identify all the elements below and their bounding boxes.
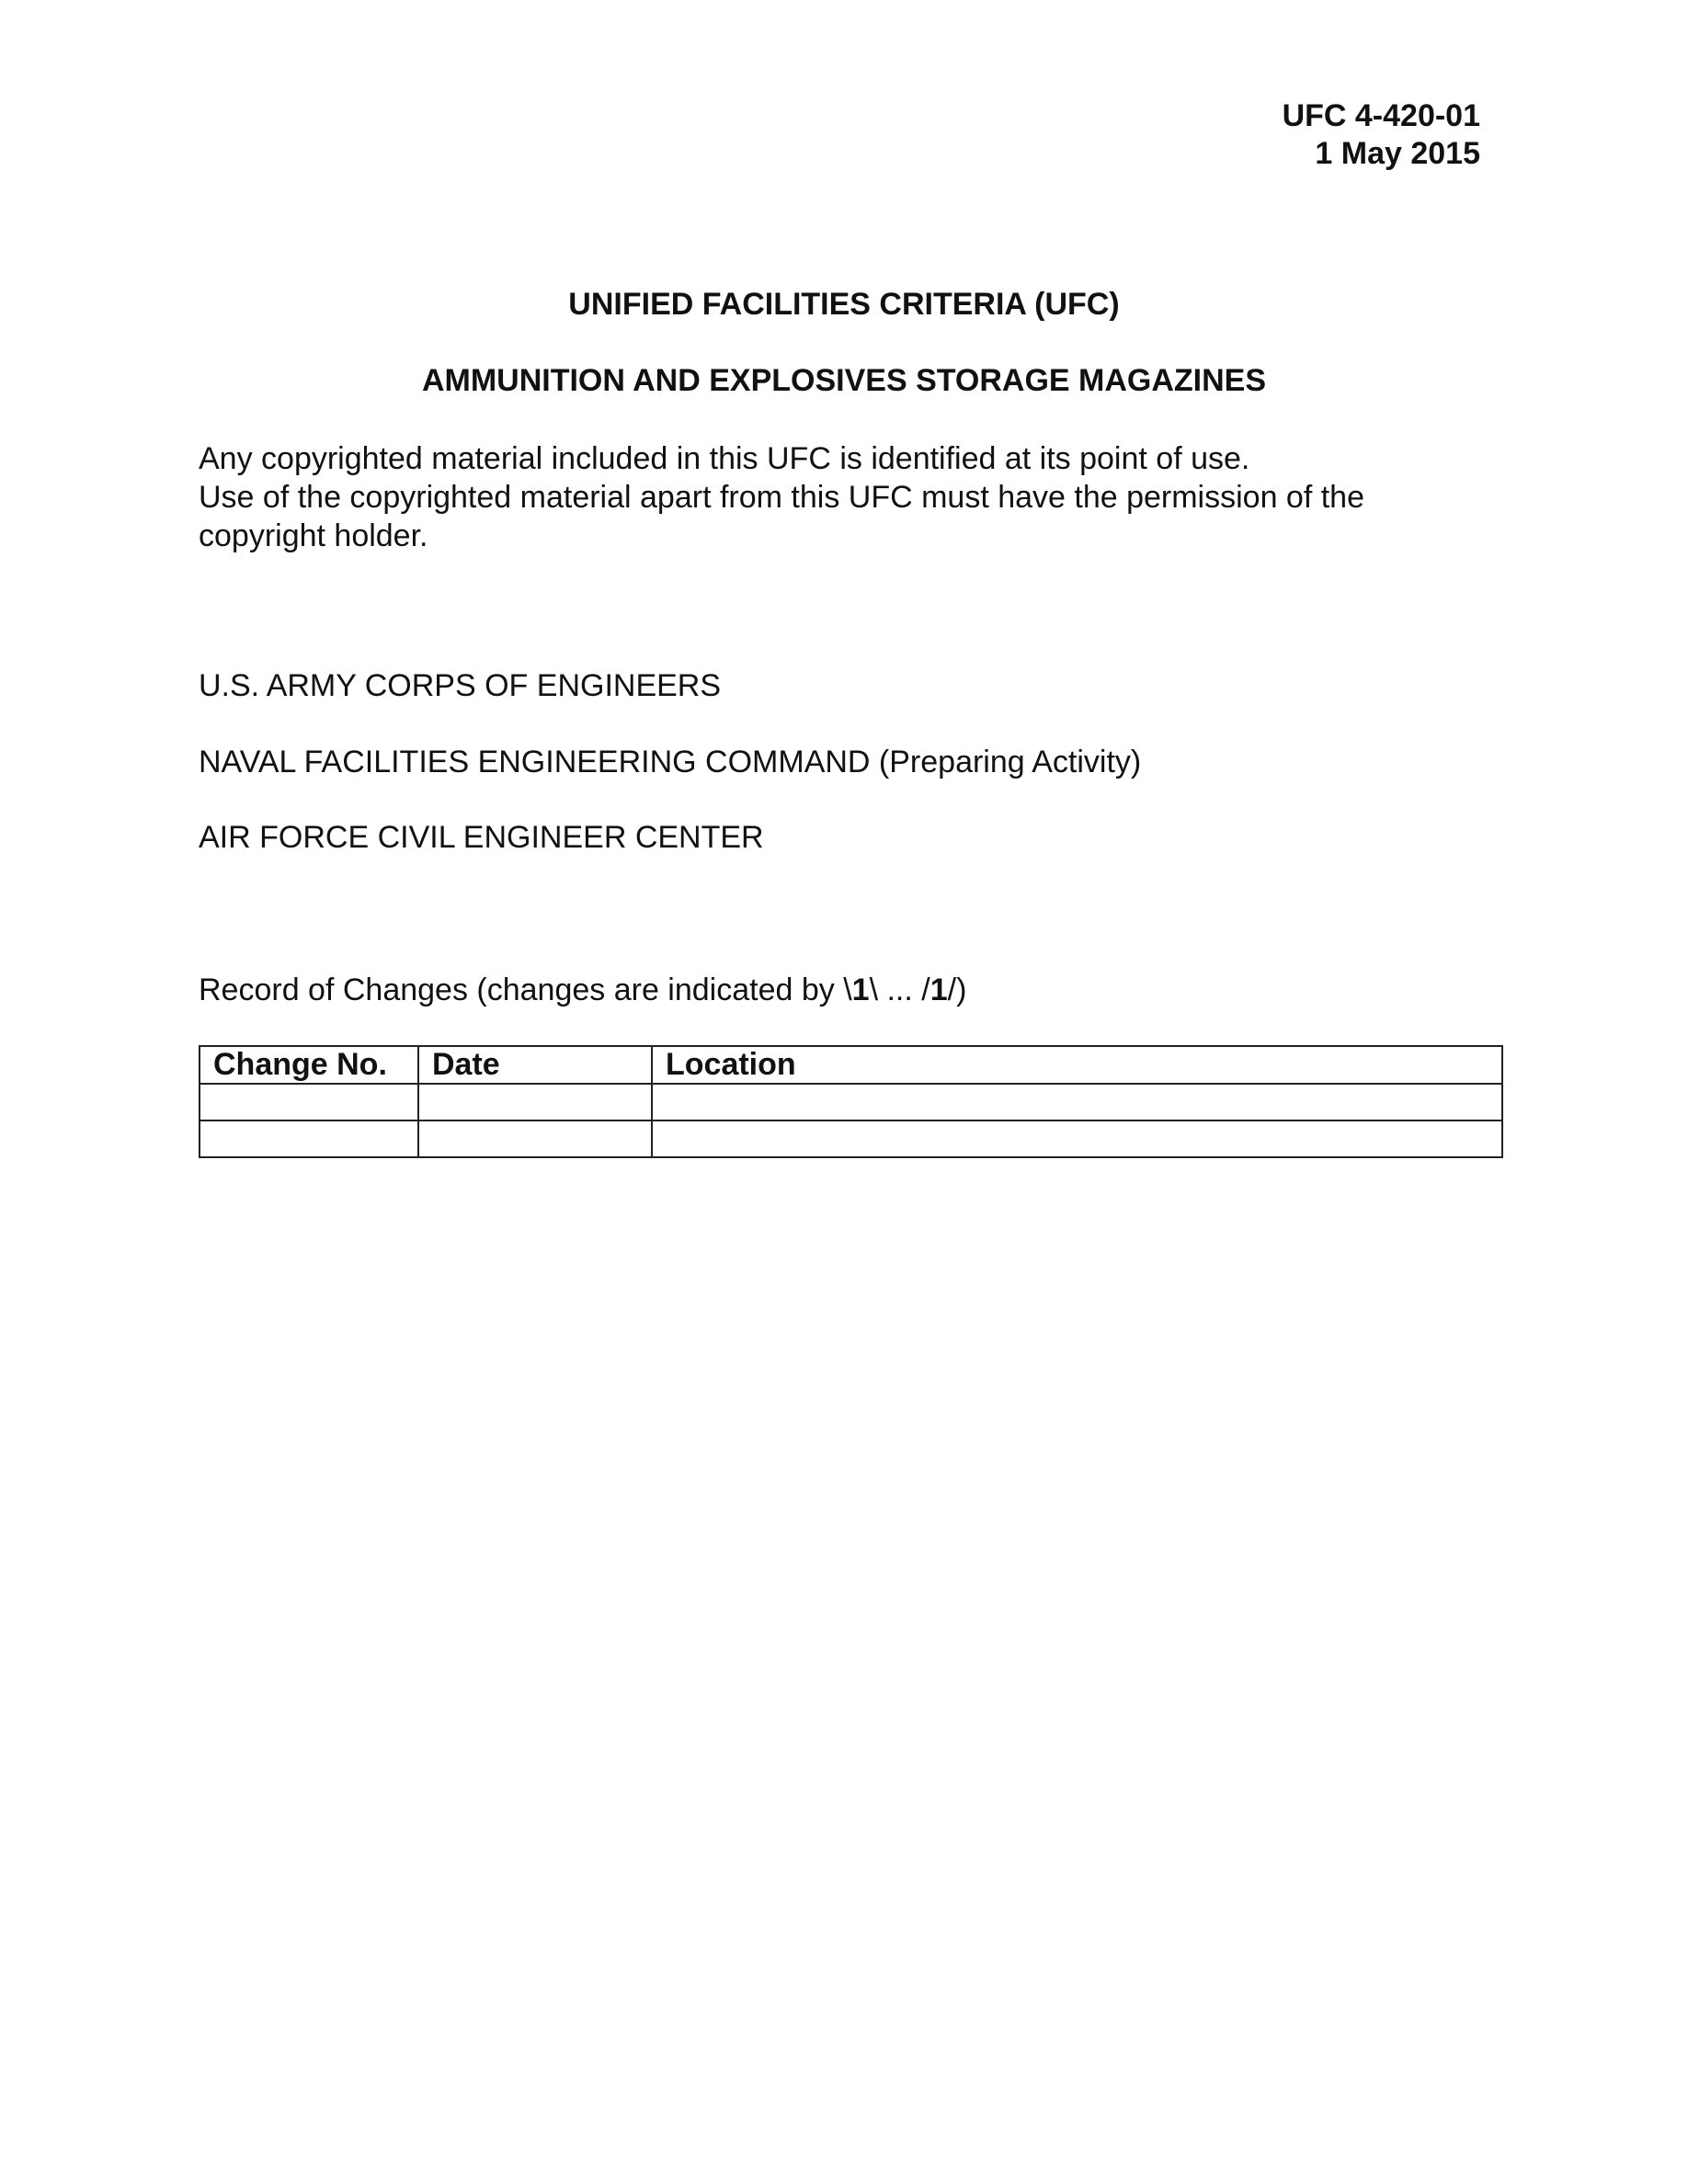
subtitle: AMMUNITION AND EXPLOSIVES STORAGE MAGAZINES xyxy=(421,363,1267,398)
cell-location xyxy=(652,1120,1502,1157)
document-header xyxy=(1283,97,1480,173)
table-row xyxy=(200,1084,1502,1120)
record-of-changes-caption xyxy=(199,973,966,1008)
change-marker-close: 1 xyxy=(930,973,948,1007)
copyright-notice xyxy=(199,439,1364,555)
caption-middle: \ ... / xyxy=(869,973,930,1007)
cell-change-no xyxy=(200,1084,418,1120)
column-header-change-no: Change No. xyxy=(200,1046,418,1084)
org-army-corps: U.S. ARMY CORPS OF ENGINEERS xyxy=(199,668,722,703)
org-air-force: AIR FORCE CIVIL ENGINEER CENTER xyxy=(199,820,764,855)
copyright-line-2: Use of the copyrighted material apart from this UFC must have the permission of the xyxy=(199,480,1364,515)
record-of-changes-table xyxy=(199,1045,1503,1158)
cell-location xyxy=(652,1084,1502,1120)
doc-number: UFC 4-420-01 xyxy=(1282,98,1480,133)
cell-change-no xyxy=(200,1120,418,1157)
org-naval-facilities: NAVAL FACILITIES ENGINEERING COMMAND (Preparing Activity) xyxy=(199,745,1142,779)
main-title: UNIFIED FACILITIES CRITERIA (UFC) xyxy=(568,287,1120,322)
copyright-line-1: Any copyrighted material included in this UFC is identified at its point of use. xyxy=(199,441,1250,476)
copyright-line-3: copyright holder. xyxy=(199,518,428,553)
table-row xyxy=(200,1120,1502,1157)
cell-date xyxy=(418,1084,652,1120)
cell-date xyxy=(418,1120,652,1157)
caption-suffix: /) xyxy=(947,973,967,1007)
change-marker-open: 1 xyxy=(851,973,870,1007)
doc-date: 1 May 2015 xyxy=(1315,136,1480,171)
table-header-row xyxy=(200,1046,1502,1084)
column-header-location: Location xyxy=(652,1046,1502,1084)
column-header-date: Date xyxy=(418,1046,652,1084)
caption-prefix: Record of Changes (changes are indicated by \ xyxy=(199,973,852,1007)
